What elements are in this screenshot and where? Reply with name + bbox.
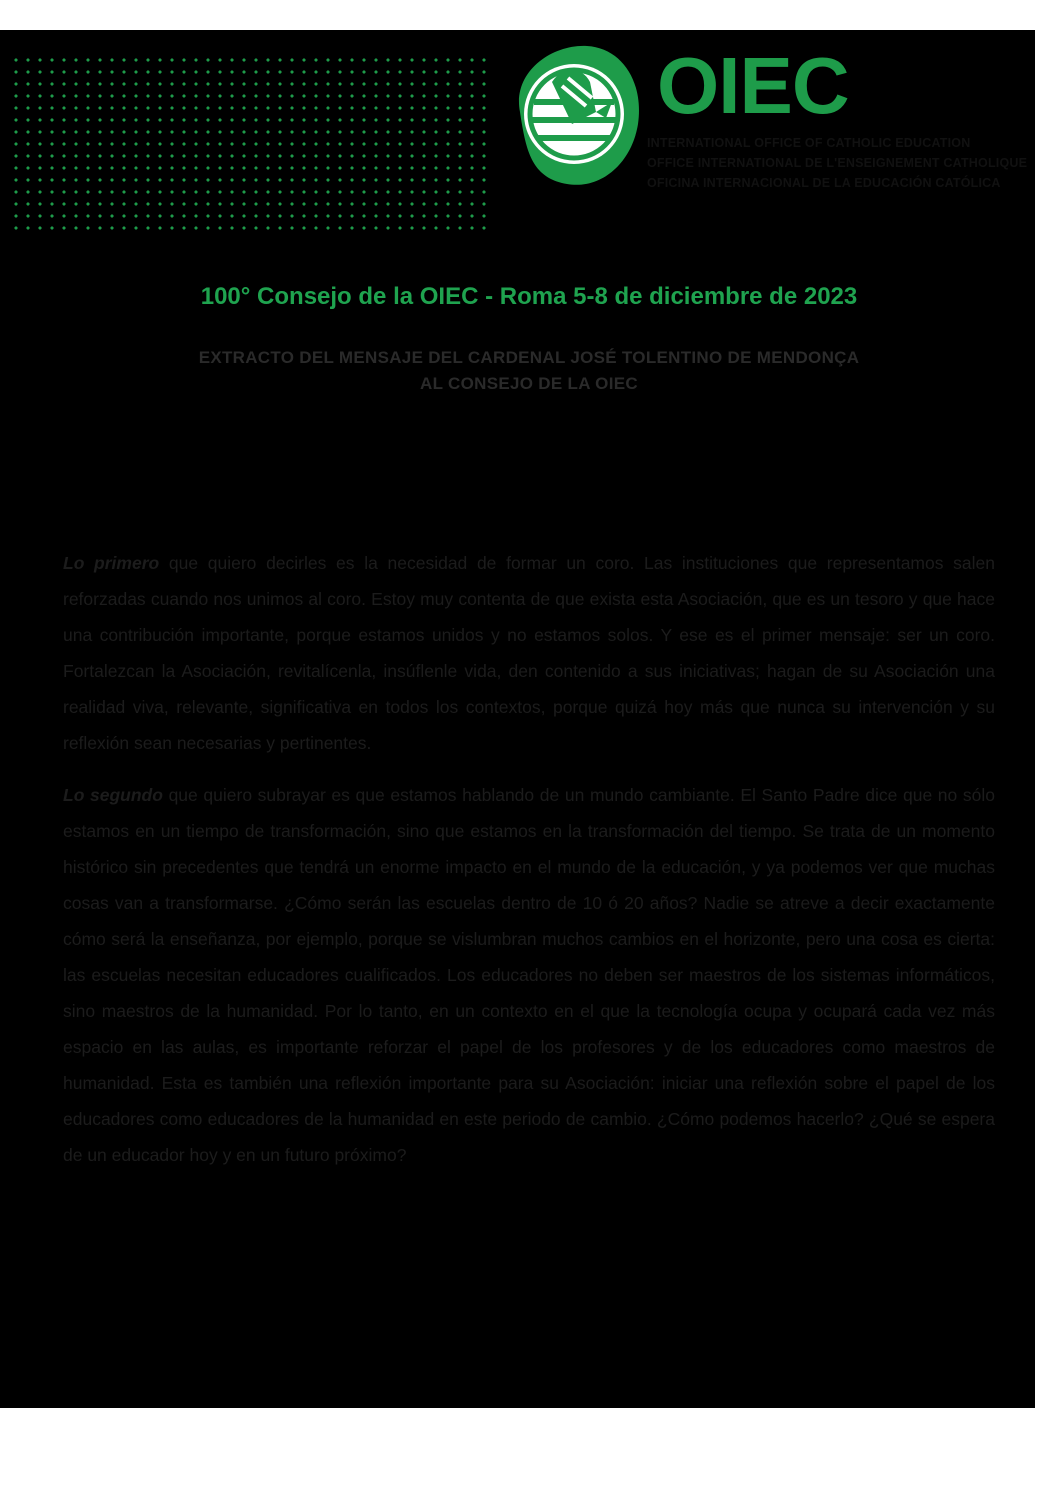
paragraph-text: que quiero decirles es la necesidad de formar un coro. Las instituciones que representamos salen reforzadas cuando nos unimos al coro. Estoy muy contenta de que exista esta Asociación, que es un tesoro y que hace una contribución importante, porque estamos unidos y no estamos solos. Y ese es el primer mensaje: ser un coro. Fortalezcan la Asociación, revitalícenla, insúflenle vida, den contenido a sus iniciativas; hagan de su Asociación una realidad viva, relevante, significativa en todos los contextos, porque quizá hoy más que nunca su intervención y su reflexión sean necesarias y pertinentes. xyxy=(63,553,995,753)
dove-globe-icon xyxy=(512,42,642,192)
paragraph-text: que quiero subrayar es que estamos hablando de un mundo cambiante. El Santo Padre dice que no sólo estamos en un tiempo de transformación, sino que estamos en la transformación del tiempo. Se trata de un momento histórico sin precedentes que tendrá un enorme impacto en el mundo de la educación, y ya podemos ver que muchas cosas van a transformarse. ¿Cómo serán las escuelas dentro de 10 ó 20 años? Nadie se atreve a decir exactamente cómo será la enseñanza, por ejemplo, porque se vislumbran muchos cambios en el horizonte, pero una cosa es cierta: las escuelas necesitan educadores cualificados. Los educadores no deben ser maestros de los sistemas informáticos, sino maestros de la humanidad. Por lo tanto, en un contexto en el que la tecnología ocupa y ocupará cada vez más espacio en las aulas, es importante reforzar el papel de los profesores y de los educadores como maestros de humanidad. Esta es también una reflexión importante para su Asociación: iniciar una reflexión sobre el papel de los educadores como educadores de la humanidad en este periodo de cambio. ¿Cómo podemos hacerlo? ¿Qué se espera de un educador hoy y en un futuro próximo? xyxy=(63,785,996,1165)
dot-pattern-decoration xyxy=(10,54,488,234)
oiec-logo xyxy=(512,40,1027,210)
paragraph-1 xyxy=(63,545,995,761)
paragraph-lead: Lo primero xyxy=(63,553,160,573)
logo-tagline-en: INTERNATIONAL OFFICE OF CATHOLIC EDUCATION xyxy=(647,136,971,150)
logo-tagline-es: OFICINA INTERNACIONAL DE LA EDUCACIÓN CATÓLICA xyxy=(647,176,1001,190)
logo-tagline-fr: OFFICE INTERNATIONAL DE L'ENSEIGNEMENT CATHOLIQUE xyxy=(647,156,1028,170)
document-subtitle xyxy=(60,345,998,397)
paragraph-2 xyxy=(63,777,995,1173)
logo-wordmark: OIEC xyxy=(657,41,849,130)
document-title: 100° Consejo de la OIEC - Roma 5-8 de diciembre de 2023 xyxy=(200,283,858,310)
paragraph-lead: Lo segundo xyxy=(63,785,163,805)
subtitle-line-2: AL CONSEJO DE LA OIEC xyxy=(420,374,638,393)
subtitle-line-1: EXTRACTO DEL MENSAJE DEL CARDENAL JOSÉ TOLENTINO DE MENDONÇA xyxy=(198,348,860,367)
logo-taglines xyxy=(647,133,1027,193)
message-body xyxy=(63,545,995,1189)
